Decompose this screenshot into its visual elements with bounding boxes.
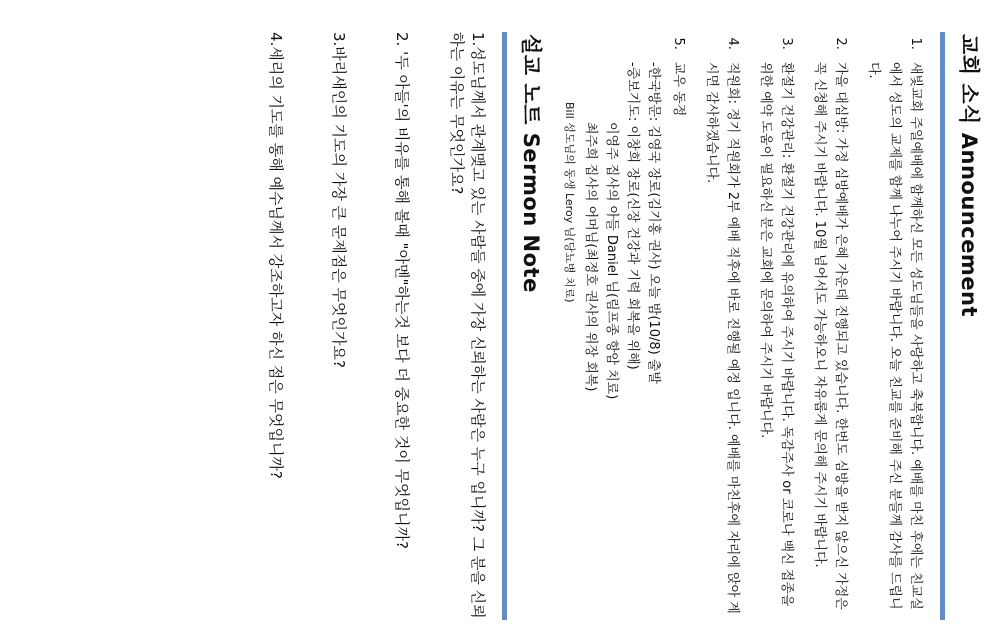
sermon-title: 설교 노트 Sermon Note — [519, 34, 543, 293]
announcements-list — [559, 32, 926, 620]
sermon-question: 4.세리의 기도를 통해 예수님께서 강조하고자 하신 점은 무엇입니까? — [267, 32, 285, 479]
sermon-question: 3.바리새인의 기도의 가장 큰 문제점은 무엇인가요? — [330, 32, 348, 368]
member-visit: -한국방문: 김영국 장로(김기홍 권사) 오늘 밤(10/8) 출발 — [646, 62, 661, 384]
announcement-item — [755, 54, 797, 620]
prayer-item: 최주희 집사의 어머님(최정호 권사의 위장 회복) — [583, 122, 598, 392]
prayer-item: Bill 성도님의 동생 Leroy 님(당뇨병 치료) — [563, 102, 576, 303]
member-news — [559, 62, 664, 620]
announcement-text: 교우 동정 — [671, 62, 686, 117]
announcement-item — [559, 54, 689, 620]
sermon-questions — [265, 32, 488, 620]
announcement-text: 직원회: 정기 직원회가 2부 예배 직후에 바로 진행될 예정 입니다. 예배를 마친후에 자리에 앉아 계시면 감사하겠습니다. — [704, 62, 740, 614]
announcements-title: 교회 소식 Announcement — [957, 34, 981, 318]
announcement-text: 가을 대심방: 가정 심방예배가 은혜 가운데 진행되고 있습니다. 한번도 심방을 받지 않으신 가정은 꼭 신청해 주시기 바랍니다. 10월 넘어서도 가능하오니 자유롭게 문의해 주시기 바랍니다. — [812, 62, 848, 610]
announcement-item — [809, 54, 851, 620]
prayer-request: -중보기도: 이창희 장로(신장 건강과 기력 회복을 위해) — [625, 62, 640, 370]
sermon-question: 1.성도님께서 관계맺고 있는 사람들 중에 가장 신뢰하는 사람은 누구 입니까? 그 분을 신뢰하는 이유는 무엇인가요? — [448, 32, 487, 619]
announcement-text: 새빛교회 주일예배에 함께하신 모든 성도님들을 사랑하고 축복합니다. 예배를 마친 후에는 친교실에서 성도의 교제를 함께 나누어 주시기 바랍니다. 오늘 친교를 준비해 주신 분들께 감사를 드립니다. — [866, 62, 923, 610]
sermon-question: 2. '두 아들'의 비유를 통해 볼때 "아멘"하는것 보다 더 중요한 것이 무엇입니까? — [393, 32, 411, 549]
announcement-item — [863, 54, 926, 620]
prayer-item: 이영주 집사의 아들 Daniel 님(림프종 항암 치료) — [604, 122, 619, 400]
announcements-divider — [940, 32, 945, 620]
announcement-text: 환절기 건강관리: 환절기 건강관리에 유의하여 주시기 바랍니다. 독감주사 or 코로나 백신 접종을 위한 예약 도움이 필요하신 분은 교회에 문의하여 주시기 바랍니다. — [758, 62, 794, 607]
sermon-divider — [502, 32, 507, 620]
announcement-item — [701, 54, 743, 620]
